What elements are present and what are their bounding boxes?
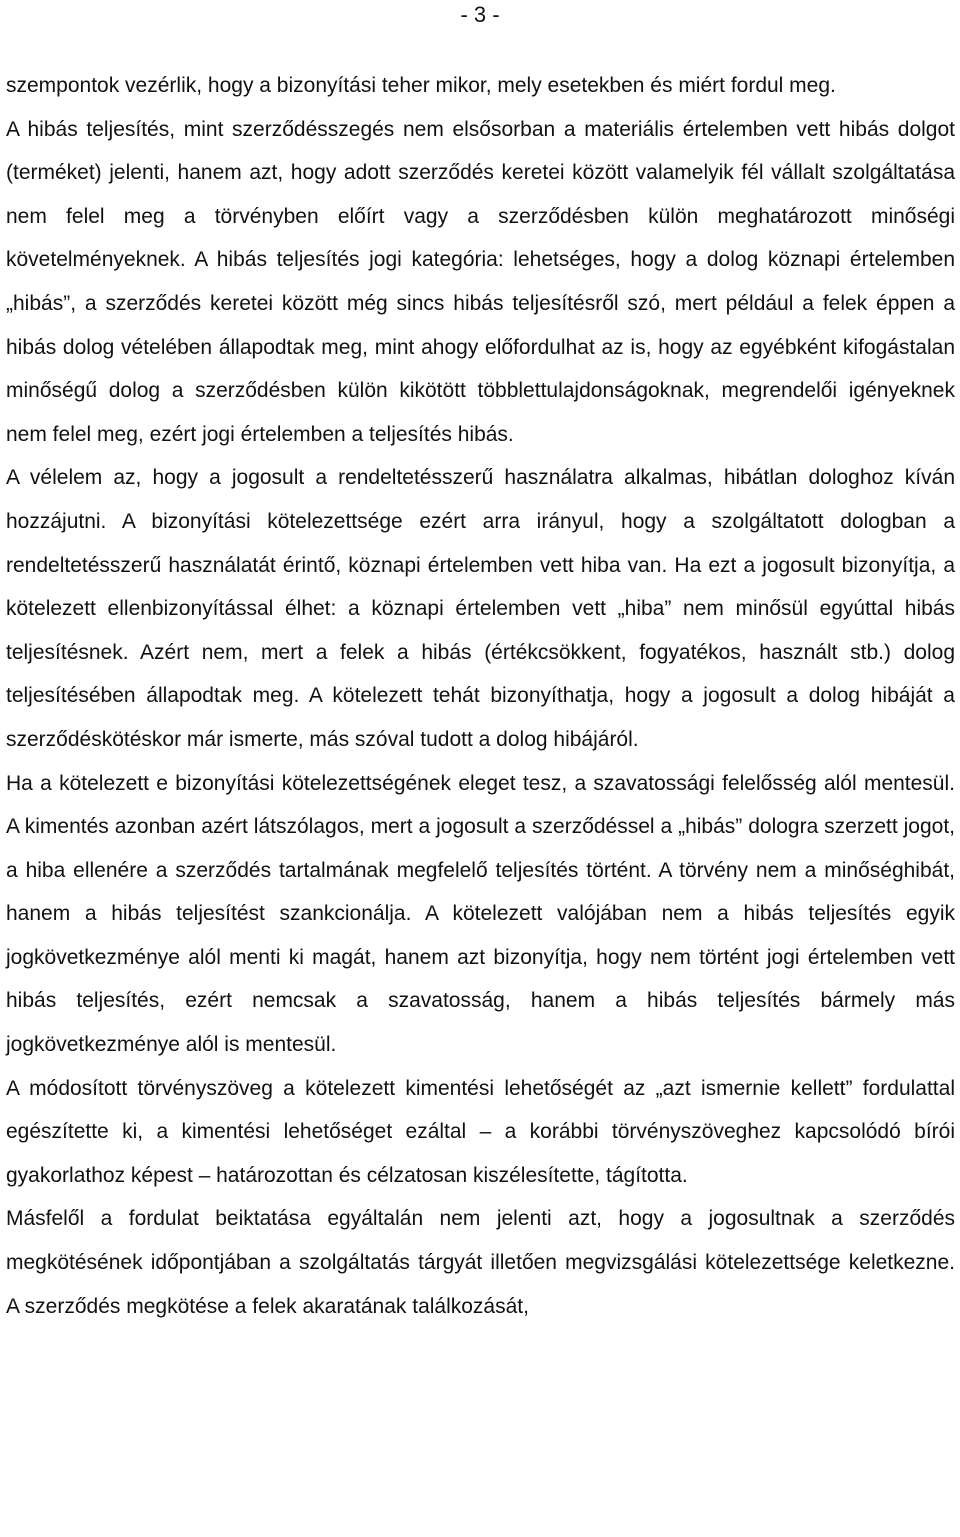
document-body	[6, 64, 955, 1328]
paragraph-2: A hibás teljesítés, mint szerződésszegés nem elsősorban a materiális értelemben vett hibás dolgot (terméket) jelenti, hanem azt, hogy adott szerződés keretei között valamelyik fél vállalt szolgáltatása nem felel meg a törvényben előírt vagy a szerződésben külön meghatározott minőségi követelményeknek. A hibás teljesítés jogi kategória: lehetséges, hogy a dolog köznapi értelemben „hibás”, a szerződés keretei között még sincs hibás teljesítésről szó, mert például a felek éppen a hibás dolog vételében állapodtak meg, mint ahogy előfordulhat az is, hogy az egyébként kifogástalan minőségű dolog a szerződésben külön kikötött többlettulajdonságoknak, megrendelői igényeknek nem felel meg, ezért jogi értelemben a teljesítés hibás.	[6, 117, 955, 446]
page-number: - 3 -	[460, 2, 500, 27]
paragraph-3: A vélelem az, hogy a jogosult a rendeltetésszerű használatra alkalmas, hibátlan dologhoz kíván hozzájutni. A bizonyítási kötelezettsége ezért arra irányul, hogy a szolgáltatott dologban a rendeltetésszerű használatát érintő, köznapi értelemben vett hiba van. Ha ezt a jogosult bizonyítja, a kötelezett ellenbizonyítással élhet: a köznapi értelemben vett „hiba” nem minősül egyúttal hibás teljesítésnek. Azért nem, mert a felek a hibás (értékcsökkent, fogyatékos, használt stb.) dolog teljesítésében állapodtak meg. A kötelezett tehát bizonyíthatja, hogy a jogosult a dolog hibáját a szerződéskötéskor már ismerte, más szóval tudott a dolog hibájáról.	[6, 466, 955, 751]
paragraph-1: szempontok vezérlik, hogy a bizonyítási teher mikor, mely esetekben és miért fordul meg.	[6, 74, 836, 97]
paragraph-6: Másfelől a fordulat beiktatása egyáltalán nem jelenti azt, hogy a jogosultnak a szerződés megkötésének időpontjában a szolgáltatás tárgyát illetően megvizsgálási kötelezettsége keletkezne. A szerződés megkötése a felek akaratának találkozását,	[6, 1207, 955, 1318]
paragraph-4: Ha a kötelezett e bizonyítási kötelezettségének eleget tesz, a szavatossági felelősség alól mentesül. A kimentés azonban azért látszólagos, mert a jogosult a szerződéssel a „hibás” dologra szerzett jogot, a hiba ellenére a szerződés tartalmának megfelelő teljesítés történt. A törvény nem a minőséghibát, hanem a hibás teljesítést szankcionálja. A kötelezett valójában nem a hibás teljesítés egyik jogkövetkezménye alól menti ki magát, hanem azt bizonyítja, hogy nem történt jogi értelemben vett hibás teljesítés, ezért nemcsak a szavatosság, hanem a hibás teljesítés bármely más jogkövetkezménye alól is mentesül.	[6, 771, 955, 1057]
paragraph-5: A módosított törvényszöveg a kötelezett kimentési lehetőségét az „azt ismernie kellett” fordulattal egészítette ki, a kimentési lehetőséget ezáltal – a korábbi törvényszöveghez kapcsolódó bírói gyakorlathoz képest – határozottan és célzatosan kiszélesítette, tágította.	[6, 1076, 955, 1187]
